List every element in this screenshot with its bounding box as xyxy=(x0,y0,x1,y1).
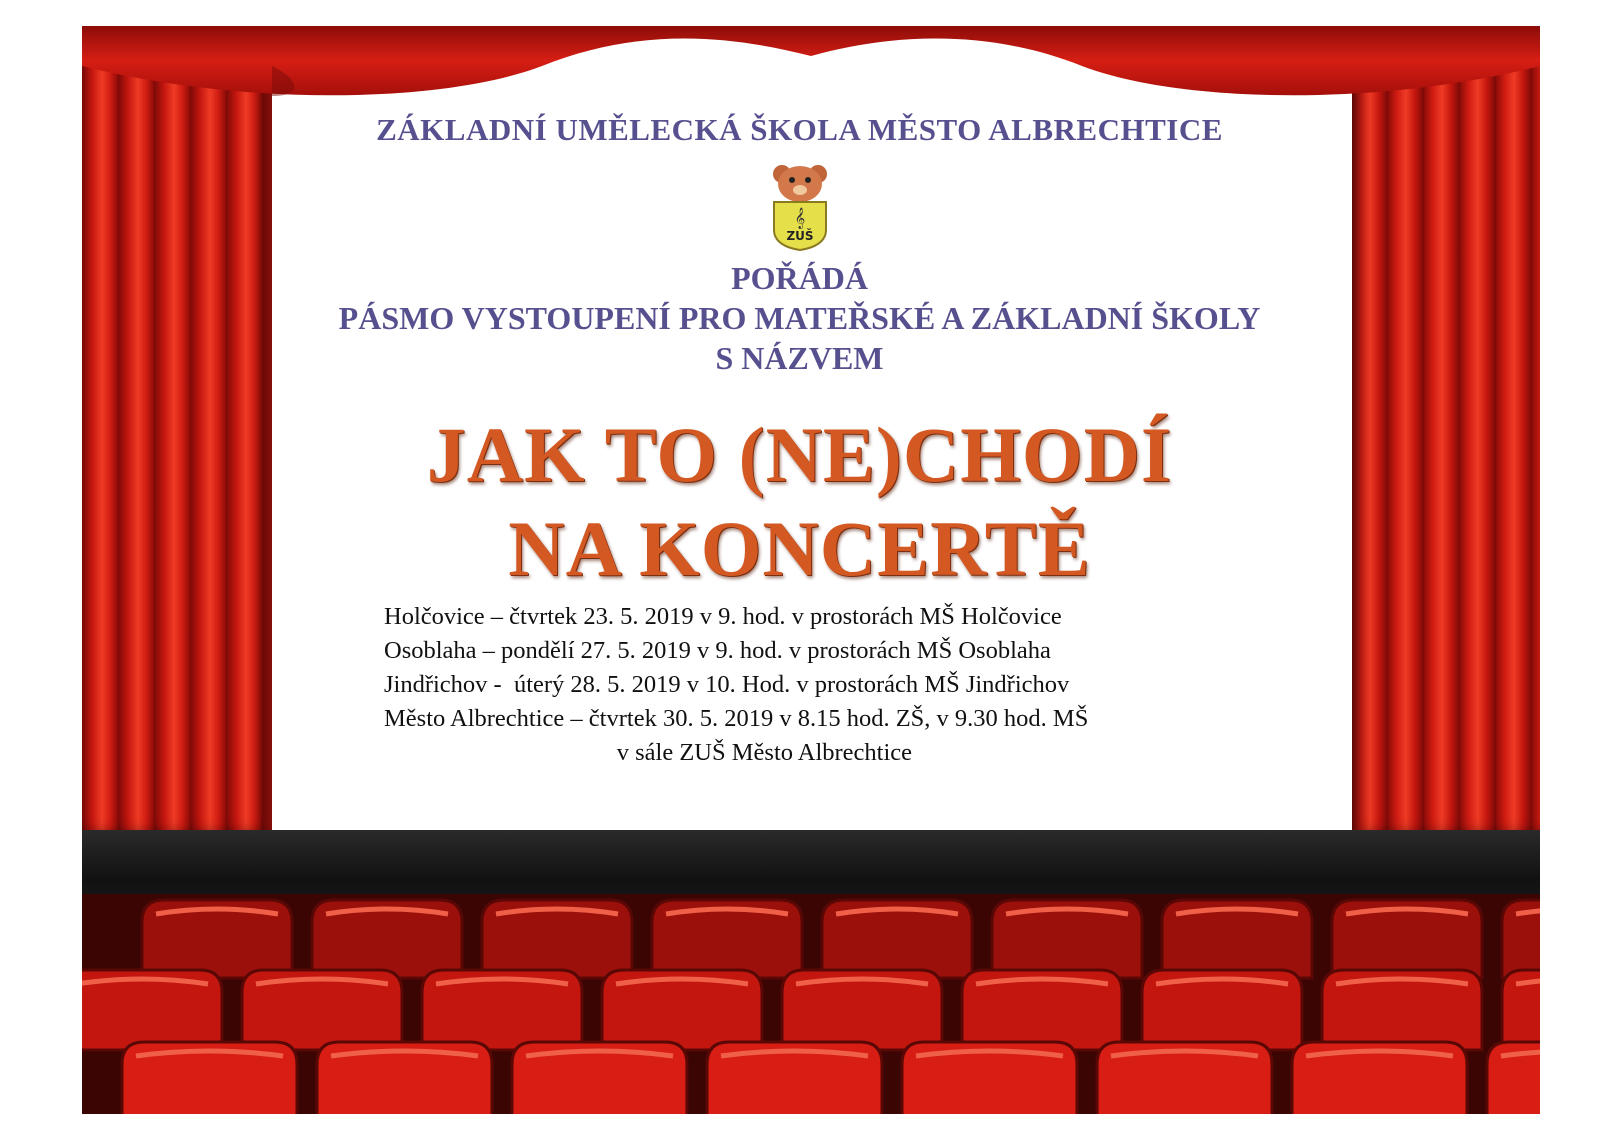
seat xyxy=(1162,900,1312,978)
schedule-line: Město Albrechtice – čtvrtek 30. 5. 2019 v 8.15 hod. ZŠ, v 9.30 hod. MŠ xyxy=(384,705,1089,732)
seat xyxy=(1332,900,1482,978)
seat xyxy=(822,900,972,978)
seat xyxy=(1502,900,1540,978)
seat xyxy=(1292,1042,1467,1114)
seat xyxy=(782,970,942,1050)
seat xyxy=(122,1042,297,1114)
organizer-block xyxy=(0,258,1599,378)
event-title-line-1: JAK TO (NE)CHODÍ xyxy=(426,411,1173,498)
seat xyxy=(317,1042,492,1114)
seat xyxy=(242,970,402,1050)
schedule-list xyxy=(384,600,1088,770)
logo-text: ZUŠ xyxy=(786,229,814,243)
seat xyxy=(1502,970,1540,1050)
seat xyxy=(962,970,1122,1050)
schedule-line: Osoblaha – pondělí 27. 5. 2019 v 9. hod. v prostorách MŠ Osoblaha xyxy=(384,637,1051,664)
seat xyxy=(992,900,1142,978)
seat xyxy=(902,1042,1077,1114)
schedule-line: Jindřichov - úterý 28. 5. 2019 v 10. Hod. v prostorách MŠ Jindřichov xyxy=(384,671,1070,698)
seat xyxy=(707,1042,882,1114)
seat xyxy=(1322,970,1482,1050)
seat xyxy=(482,900,632,978)
seat xyxy=(312,900,462,978)
seat xyxy=(652,900,802,978)
svg-text:𝄞: 𝄞 xyxy=(794,208,806,229)
seat xyxy=(512,1042,687,1114)
schedule-line: Holčovice – čtvrtek 23. 5. 2019 v 9. hod. v prostorách MŠ Holčovice xyxy=(384,603,1062,630)
seat xyxy=(1487,1042,1540,1114)
organizer-line-1: POŘÁDÁ xyxy=(731,260,868,296)
seat xyxy=(1097,1042,1272,1114)
teddy-bear-logo-icon xyxy=(762,160,838,252)
seat xyxy=(142,900,292,978)
seat xyxy=(1142,970,1302,1050)
event-title-line-2: NA KONCERTĚ xyxy=(508,505,1091,592)
schedule-line: v sále ZUŠ Město Albrechtice xyxy=(384,739,913,766)
seat xyxy=(602,970,762,1050)
organizer-line-3: S NÁZVEM xyxy=(715,340,884,376)
organizer-line-2: PÁSMO VYSTOUPENÍ PRO MATEŘSKÉ A ZÁKLADNÍ ŠKOLY xyxy=(338,300,1261,336)
seat xyxy=(422,970,582,1050)
school-name: ZÁKLADNÍ UMĚLECKÁ ŠKOLA MĚSTO ALBRECHTICE xyxy=(376,112,1223,147)
seat-rows xyxy=(82,894,1540,1114)
seat xyxy=(82,970,222,1050)
event-title xyxy=(0,408,1599,596)
